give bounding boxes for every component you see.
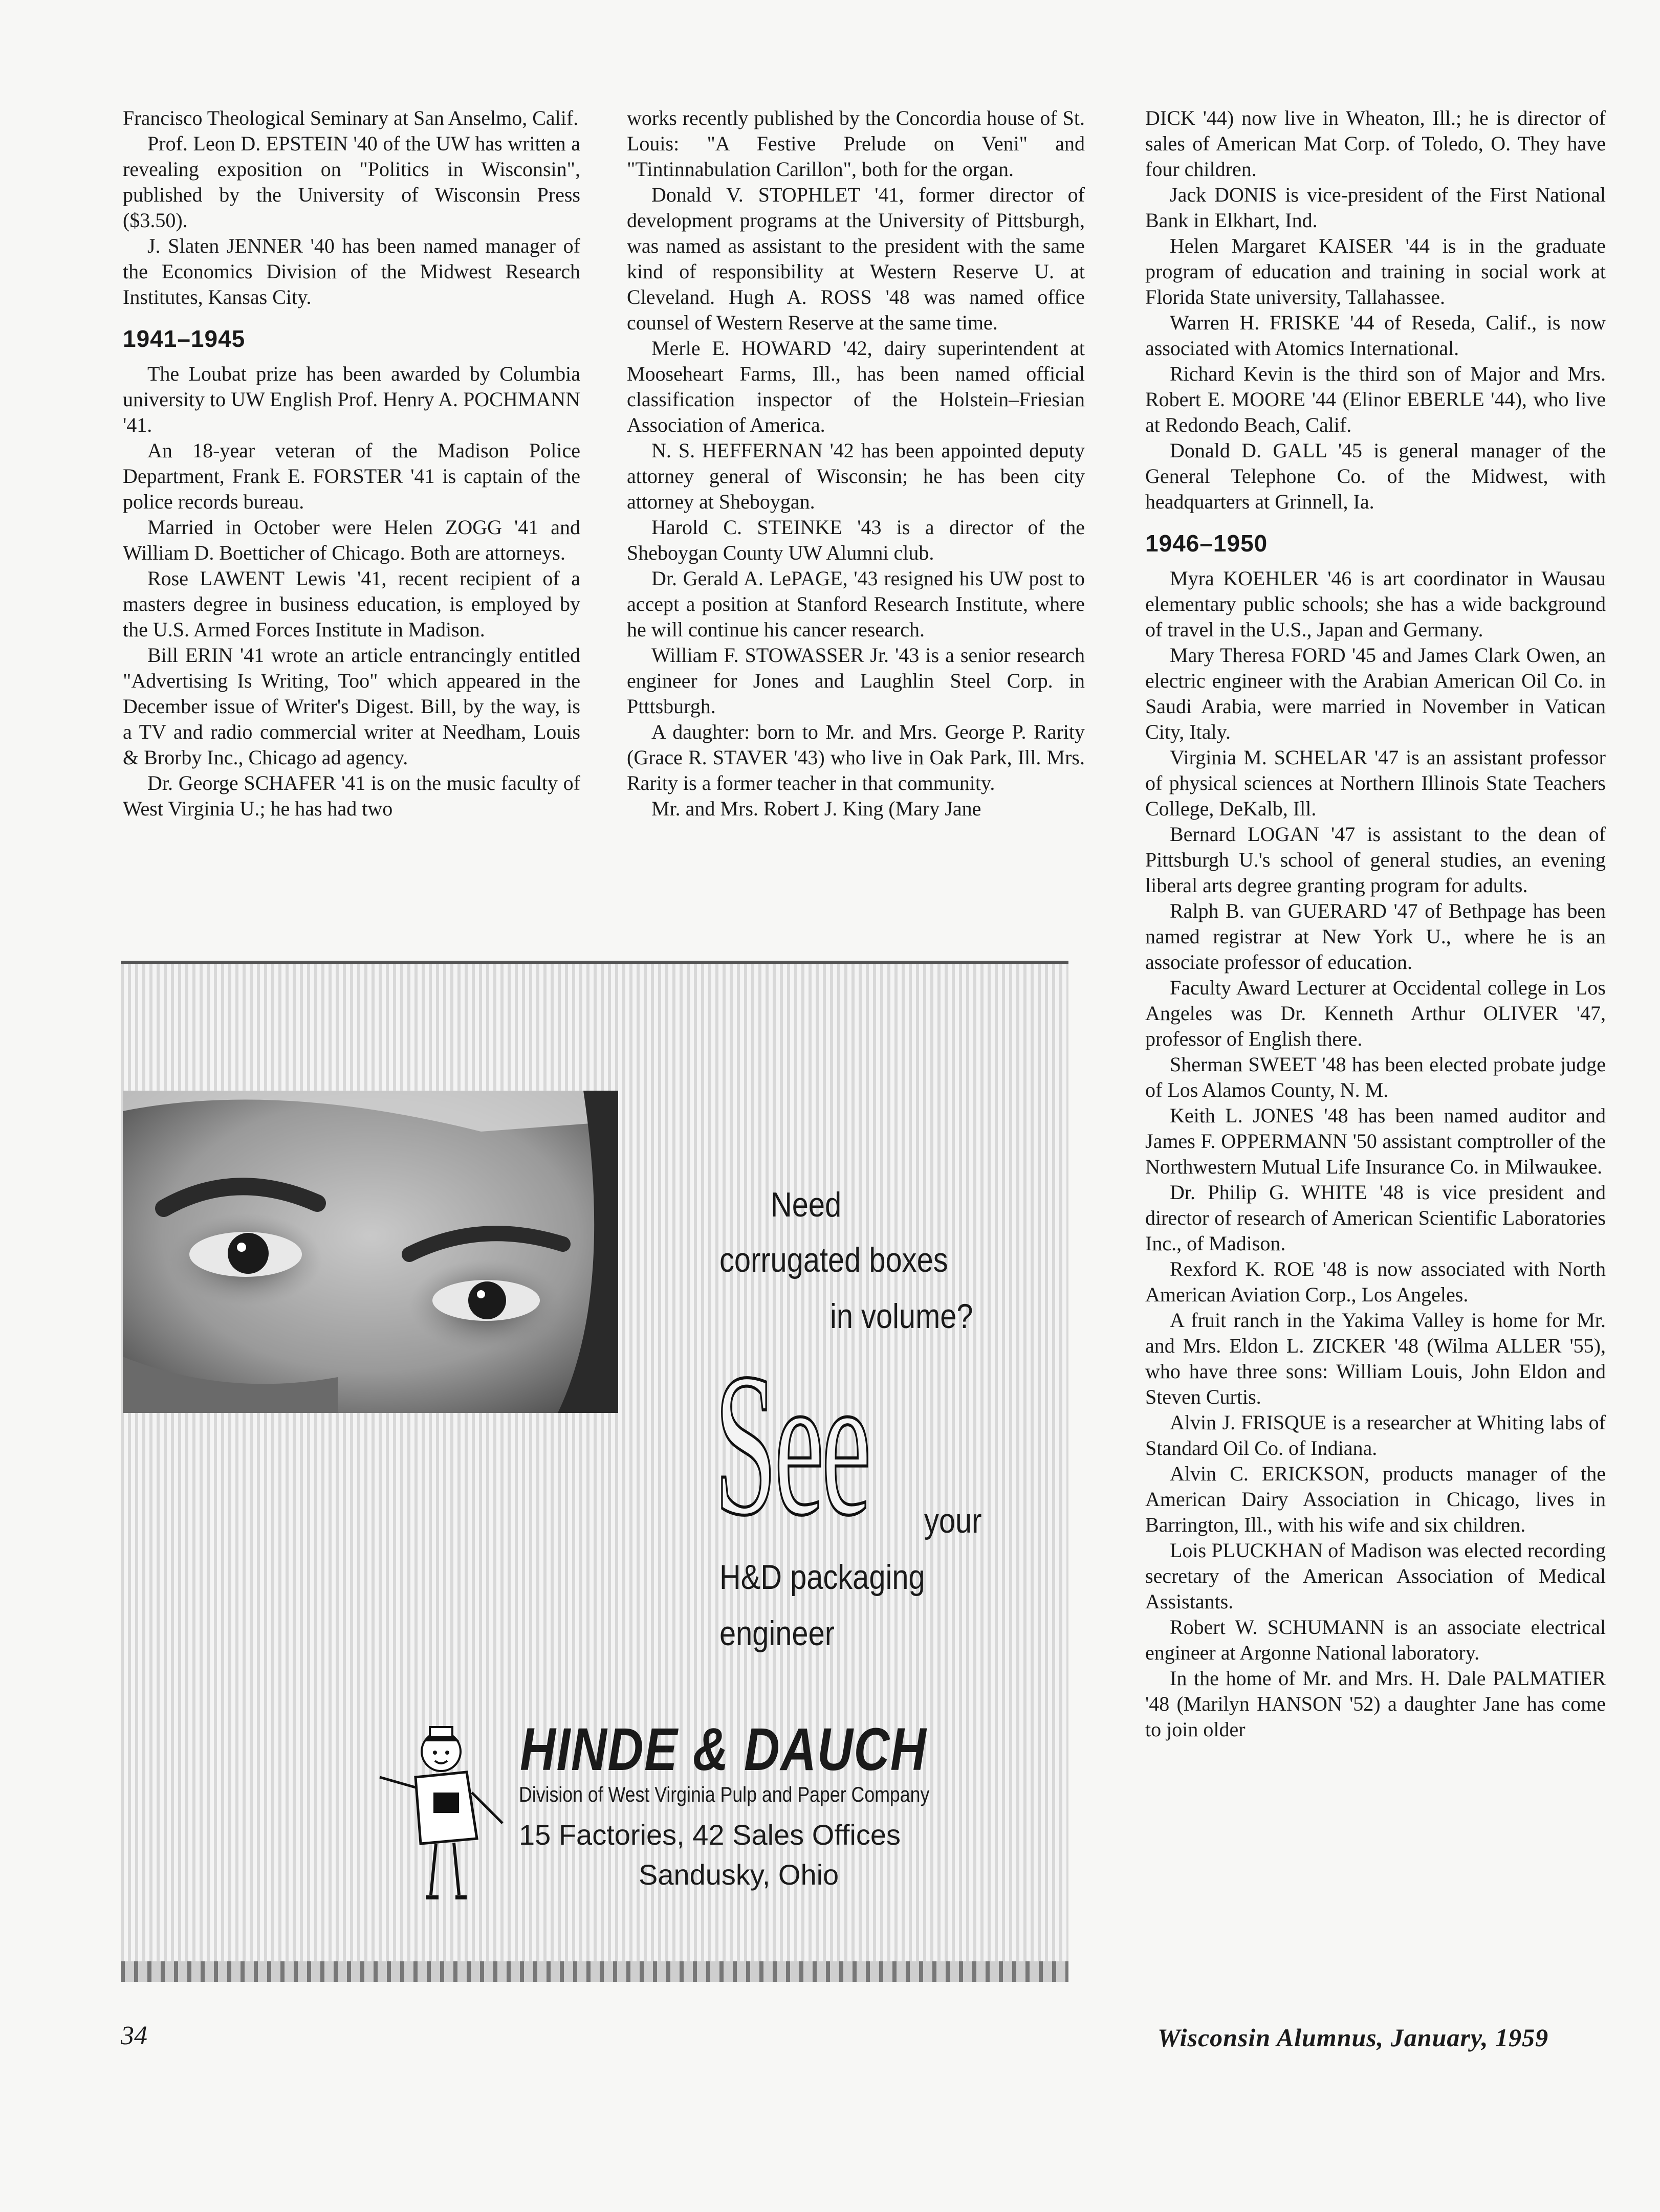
ad-brand-name: HINDE & DAUCH bbox=[520, 1716, 927, 1783]
paragraph: William F. STOWASSER Jr. '43 is a senior research engineer for Jones and Laughlin Steel Corp. in Ptttsburgh. bbox=[627, 644, 1085, 718]
paragraph: Lois PLUCKHAN of Madison was elected recording secretary of the American Association of Medical Assistants. bbox=[1145, 1539, 1606, 1613]
paragraph: Dr. George SCHAFER '41 is on the music faculty of West Virginia U.; he has had two bbox=[123, 771, 580, 820]
paragraph: Faculty Award Lecturer at Occidental college in Los Angeles was Dr. Kenneth Arthur OLIVER '47, professor of English there. bbox=[1145, 976, 1606, 1050]
paragraph: Donald D. GALL '45 is general manager of the General Telephone Co. of the Midwest, with headquarters at Grinnell, Ia. bbox=[1145, 439, 1606, 513]
section-heading-1941-1945: 1941–1945 bbox=[123, 325, 246, 352]
ad-big-see: See bbox=[714, 1331, 869, 1558]
paragraph: Alvin C. ERICKSON, products manager of the American Dairy Association in Chicago, lives in Barrington, Ill., with his wife and six children. bbox=[1145, 1462, 1606, 1536]
text-column-2 bbox=[627, 105, 1085, 822]
ad-headline-corrugated: corrugated boxes bbox=[719, 1241, 948, 1279]
paragraph: Virginia M. SCHELAR '47 is an assistant professor of physical sciences at Northern Illinois State Teachers College, DeKalb, Ill. bbox=[1145, 746, 1606, 820]
page-number: 34 bbox=[121, 2021, 147, 2050]
paragraph: Bernard LOGAN '47 is assistant to the dean of Pittsburgh U.'s school of general studies, an evening liberal arts degree granting program for adults. bbox=[1145, 823, 1606, 897]
paragraph: Warren H. FRISKE '44 of Reseda, Calif., is now associated with Atomics International. bbox=[1145, 311, 1606, 360]
paragraph: Donald V. STOPHLET '41, former director of development programs at the University of Pittsburgh, was named as assistant to the president with the same kind of responsibility at Western Reserve U. at Cleveland. Hugh A. ROSS '48 was named office counsel of Western Reserve at the same time. bbox=[627, 183, 1085, 334]
paragraph: Sherman SWEET '48 has been elected probate judge of Los Alamos County, N. M. bbox=[1145, 1053, 1606, 1101]
ad-hd-packaging: H&D packaging bbox=[719, 1558, 925, 1597]
paragraph: Robert W. SCHUMANN is an associate electrical engineer at Argonne National laboratory. bbox=[1145, 1616, 1606, 1664]
paragraph: Myra KOEHLER '46 is art coordinator in Wausau elementary public schools; she has a wide background of travel in the U.S., Japan and Germany. bbox=[1145, 567, 1606, 641]
paragraph: In the home of Mr. and Mrs. H. Dale PALMATIER '48 (Marilyn HANSON '52) a daughter Jane has come to join older bbox=[1145, 1667, 1606, 1741]
paragraph: Married in October were Helen ZOGG '41 and William D. Boetticher of Chicago. Both are attorneys. bbox=[123, 516, 580, 564]
paragraph: Helen Margaret KAISER '44 is in the graduate program of education and training in social work at Florida State university, Tallahassee. bbox=[1145, 234, 1606, 308]
ad-border-decoration bbox=[121, 1961, 1068, 1982]
paragraph: Richard Kevin is the third son of Major and Mrs. Robert E. MOORE '44 (Elinor EBERLE '44), who live at Redondo Beach, Calif. bbox=[1145, 362, 1606, 436]
paragraph: Rexford K. ROE '48 is now associated with North American Aviation Corp., Los Angeles. bbox=[1145, 1257, 1606, 1306]
ad-headline-volume: in volume? bbox=[830, 1297, 973, 1336]
paragraph: Merle E. HOWARD '42, dairy superintendent at Mooseheart Farms, Ill., has been named official classification inspector of the Holstein–Friesian Association of America. bbox=[627, 337, 1085, 436]
text-column-3 bbox=[1145, 105, 1606, 1742]
paragraph: Francisco Theological Seminary at San Anselmo, Calif. bbox=[123, 106, 579, 129]
paragraph: works recently published by the Concordia house of St. Louis: "A Festive Prelude on Veni" and "Tintinnabulation Carillon", both for the organ. bbox=[627, 106, 1085, 181]
paragraph: Dr. Philip G. WHITE '48 is vice president and director of research of American Scientific Laboratories Inc., of Madison. bbox=[1145, 1181, 1606, 1255]
paragraph: Keith L. JONES '48 has been named auditor and James F. OPPERMANN '50 assistant comptroller of the Northwestern Mutual Life Insurance Co. in Milwaukee. bbox=[1145, 1104, 1606, 1178]
paragraph: Jack DONIS is vice-president of the First National Bank in Elkhart, Ind. bbox=[1145, 183, 1606, 232]
text-column-1 bbox=[123, 105, 580, 822]
ad-your: your bbox=[924, 1501, 982, 1540]
paragraph: Dr. Gerald A. LePAGE, '43 resigned his UW post to accept a position at Stanford Research Institute, where he will continue his cancer research. bbox=[627, 567, 1085, 641]
section-heading-1946-1950: 1946–1950 bbox=[1145, 530, 1268, 557]
ad-division: Division of West Virginia Pulp and Paper Company bbox=[519, 1782, 930, 1806]
paragraph: DICK '44) now live in Wheaton, Ill.; he is director of sales of American Mat Corp. of Toledo, O. They have four children. bbox=[1145, 106, 1606, 181]
paragraph: N. S. HEFFERNAN '42 has been appointed deputy attorney general of Wisconsin; he has been city attorney at Sheboygan. bbox=[627, 439, 1085, 513]
paragraph: Prof. Leon D. EPSTEIN '40 of the UW has written a revealing exposition on "Politics in Wisconsin", published by the University of Wisconsin Press ($3.50). bbox=[123, 132, 580, 232]
paragraph: Rose LAWENT Lewis '41, recent recipient of a masters degree in business education, is employed by the U.S. Armed Forces Institute in Madison. bbox=[123, 567, 580, 641]
ad-headline-need: Need bbox=[771, 1185, 842, 1224]
paragraph: An 18-year veteran of the Madison Police Department, Frank E. FORSTER '41 is captain of the police records bureau. bbox=[123, 439, 580, 513]
ad-engineer: engineer bbox=[719, 1614, 835, 1653]
box-girl-mascot-icon bbox=[364, 1721, 518, 1915]
paragraph: Mary Theresa FORD '45 and James Clark Owen, an electric engineer with the Arabian American Oil Co. in Saudi Arabia, were married in November in Vatican City, Italy. bbox=[1145, 644, 1606, 743]
paragraph: Harold C. STEINKE '43 is a director of the Sheboygan County UW Alumni club. bbox=[627, 516, 1085, 564]
paragraph: A fruit ranch in the Yakima Valley is home for Mr. and Mrs. Eldon L. ZICKER '48 (Wilma ALLER '55), who have three sons: William Louis, John Eldon and Steven Curtis. bbox=[1145, 1309, 1606, 1408]
paragraph: Ralph B. van GUERARD '47 of Bethpage has been named registrar at New York U., where he is an associate professor of education. bbox=[1145, 899, 1606, 974]
paragraph: Mr. and Mrs. Robert J. King (Mary Jane bbox=[651, 797, 981, 820]
eyes-photo bbox=[123, 1091, 618, 1413]
ad-factories: 15 Factories, 42 Sales Offices bbox=[519, 1819, 901, 1851]
paragraph: The Loubat prize has been awarded by Columbia university to UW English Prof. Henry A. POCHMANN '41. bbox=[123, 362, 580, 436]
paragraph: A daughter: born to Mr. and Mrs. George P. Rarity (Grace R. STAVER '43) who live in Oak Park, Ill. Mrs. Rarity is a former teacher in that community. bbox=[627, 720, 1085, 794]
paragraph: Alvin J. FRISQUE is a researcher at Whiting labs of Standard Oil Co. of Indiana. bbox=[1145, 1411, 1606, 1459]
journal-title: Wisconsin Alumnus, January, 1959 bbox=[1157, 2023, 1549, 2052]
advertisement bbox=[121, 961, 1068, 1982]
paragraph: J. Slaten JENNER '40 has been named manager of the Economics Division of the Midwest Research Institutes, Kansas City. bbox=[123, 234, 580, 308]
ad-city: Sandusky, Ohio bbox=[639, 1859, 839, 1891]
paragraph: Bill ERIN '41 wrote an article entrancingly entitled "Advertising Is Writing, Too" which appeared in the December issue of Writer's Digest. Bill, by the way, is a TV and radio commercial writer at Needham, Louis & Brorby Inc., Chicago ad agency. bbox=[123, 644, 580, 769]
